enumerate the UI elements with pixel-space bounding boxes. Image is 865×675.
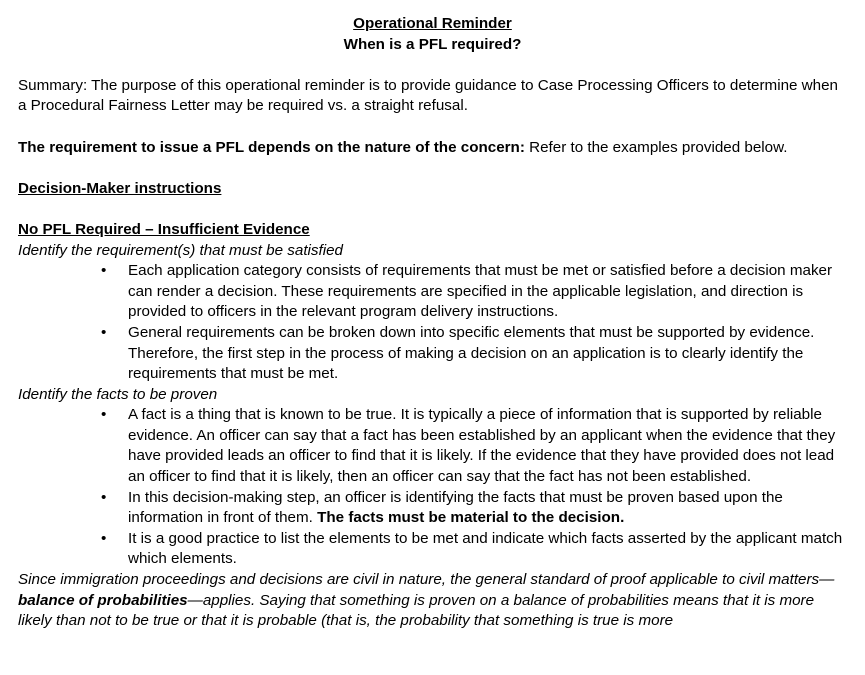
list-item-emphasis: The facts must be material to the decision. [317,509,625,527]
list-item-text: In this decision-making step, an officer is identifying the facts that must be proven based upon the information in front of them. [128,488,783,527]
closing-paragraph [18,570,847,632]
subsection-heading-requirements: Identify the requirement(s) that must be satisfied [18,241,343,259]
section-heading: No PFL Required – Insufficient Evidence [18,220,310,238]
bullet-icon: • [101,262,107,280]
list-item-text: A fact is a thing that is known to be true. It is typically a piece of information that is supported by reliable evidence. An officer can say that a fact has been established by an applicant when the evidence that they have provided leads an officer to find that it is likely. If the evidence that they have provided does not lead an officer to find that it is likely, then an officer can say that the fact has not been established. [128,406,836,486]
bullet-icon: • [101,406,107,424]
bullet-icon: • [101,488,107,506]
document-title: Operational Reminder [353,15,512,32]
list-item-text: General requirements can be broken down into specific elements that must be supported by evidence. Therefore, the first step in the process of making a decision on an application is to clearly identify the requirements that must be met. [128,323,815,383]
instructions-heading: Decision-Maker instructions [18,179,222,197]
bullet-icon: • [101,529,107,547]
requirement-bold: The requirement to issue a PFL depends on the nature of the concern: [18,138,525,156]
spacer [18,158,847,179]
list-item-text: It is a good practice to list the elements to be met and indicate which facts asserted by the applicant match which elements. [128,529,843,568]
list-item [101,405,847,487]
closing-text-end: —applies. Saying that something is proven on a balance of probabilities means that it is more likely than not to be true or that it is probable (that is, the probability that something is true is more [18,591,815,630]
list-item-text: Each application category consists of requirements that must be met or satisfied before a decision maker can render a decision. These requirements are specified in the applicable legislation, and direction is provided to officers in the relevant program delivery instructions. [128,262,833,321]
spacer [18,199,847,220]
list-item [101,529,847,570]
facts-list [18,405,847,570]
closing-text-start: Since immigration proceedings and decisions are civil in nature, the general standard of proof applicable to civil matters— [18,571,835,589]
list-item [101,323,847,385]
closing-emphasis: balance of probabilities [18,591,188,609]
requirements-list [18,261,847,385]
summary-paragraph: Summary: The purpose of this operational reminder is to provide guidance to Case Processing Officers to determine when a Procedural Fairness Letter may be required vs. a straight refusal. [18,76,838,115]
document-subtitle: When is a PFL required? [343,35,522,53]
spacer [18,117,847,138]
subsection-heading-facts: Identify the facts to be proven [18,385,218,403]
requirement-rest: Refer to the examples provided below. [524,138,788,156]
requirement-paragraph [18,138,847,159]
list-item [101,488,847,529]
spacer [18,55,847,76]
bullet-icon: • [101,323,107,341]
list-item [101,261,847,323]
